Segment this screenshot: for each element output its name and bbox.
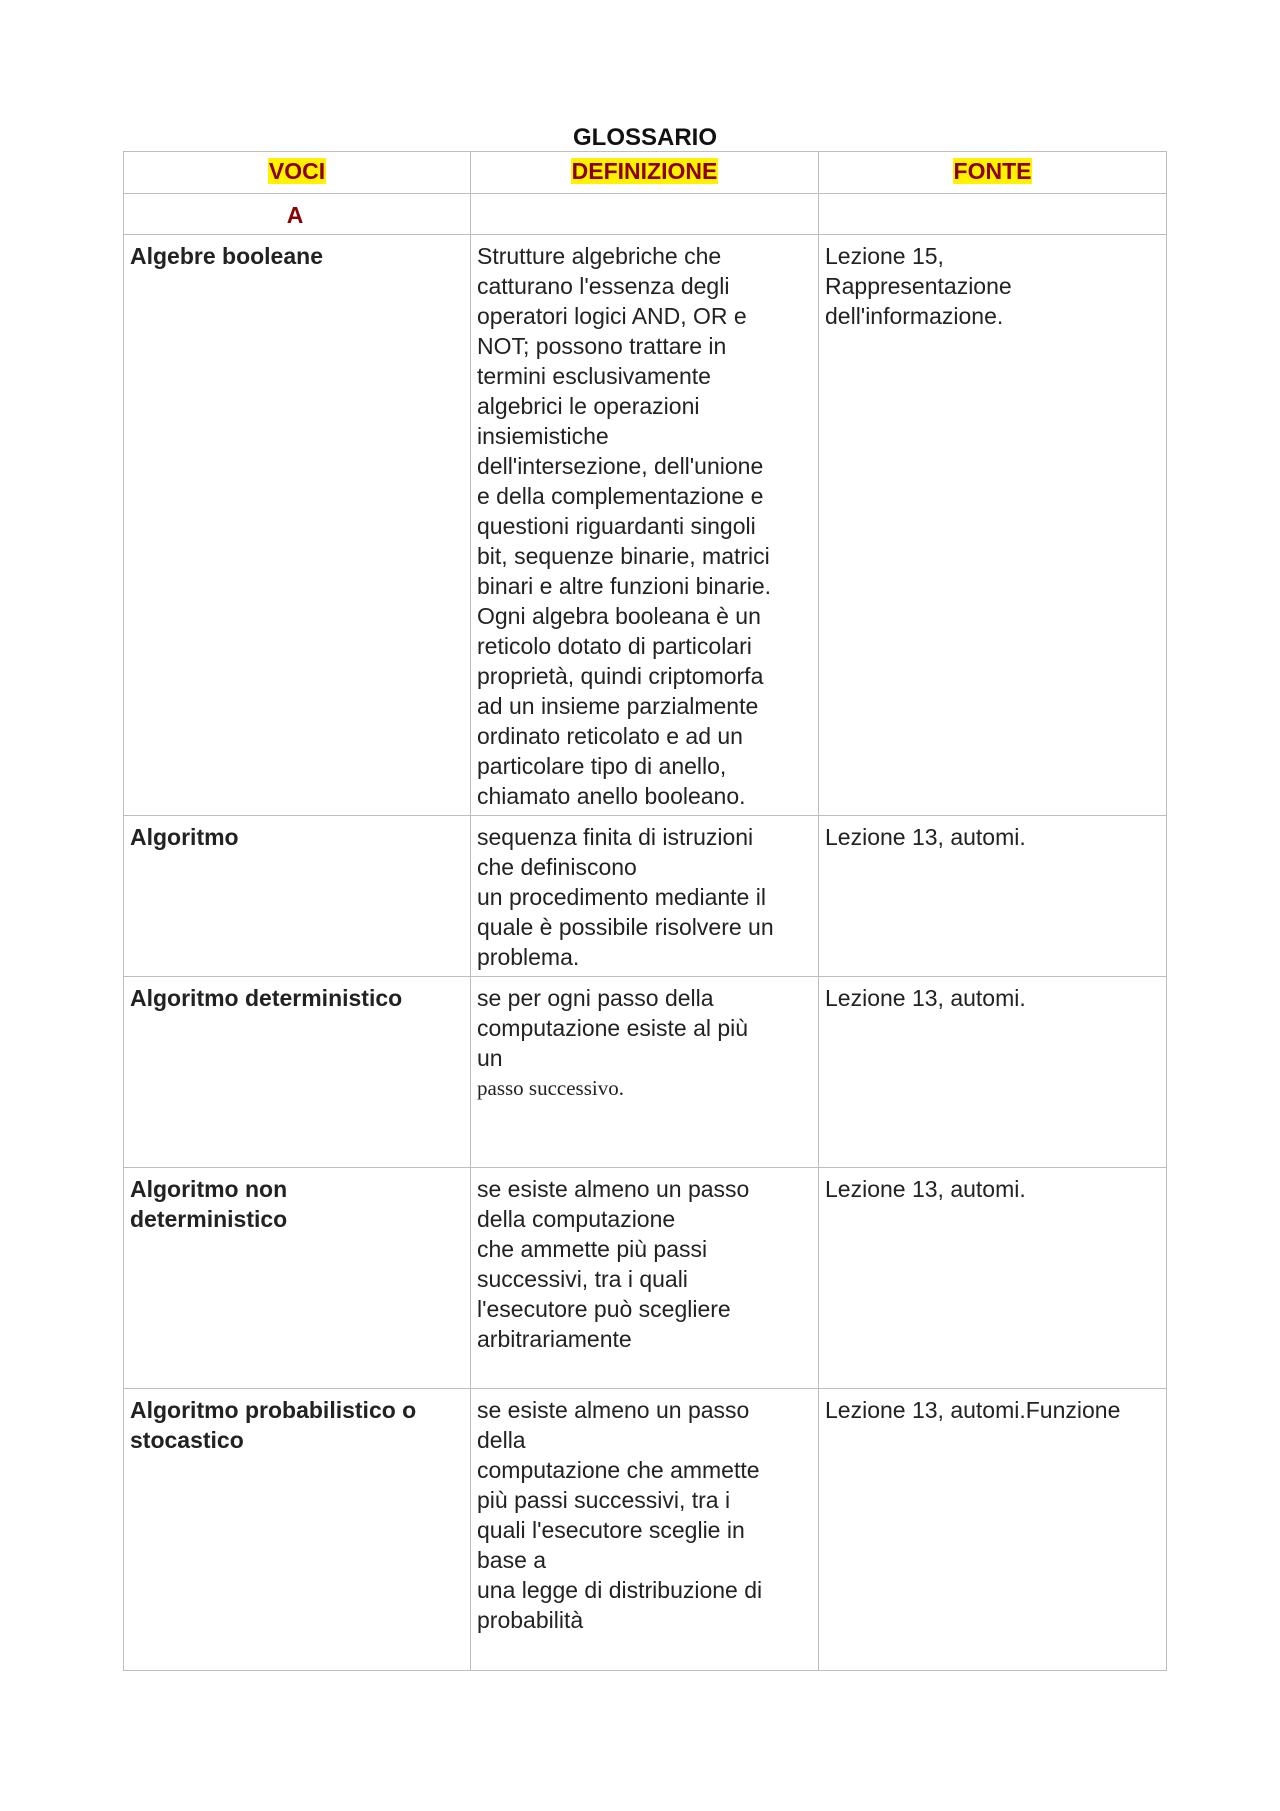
source-cell — [819, 235, 1167, 816]
term-cell — [124, 977, 471, 1168]
definition-line: algebrici le operazioni — [477, 393, 700, 419]
table-header-row — [124, 152, 1167, 194]
table-row — [124, 816, 1167, 977]
definition-line: binari e altre funzioni binarie. — [477, 573, 772, 599]
table-row — [124, 1168, 1167, 1389]
term-label: Algoritmo non — [130, 1176, 288, 1202]
definition-line: computazione che ammette — [477, 1457, 760, 1483]
definition-line: operatori logici AND, OR e — [477, 303, 747, 329]
definition-line: quali l'esecutore sceglie in — [477, 1517, 745, 1543]
definition-cell — [471, 1389, 819, 1671]
definition-line: Strutture algebriche che — [477, 243, 722, 269]
definition-line: dell'intersezione, dell'unione — [477, 453, 764, 479]
definition-line: un — [477, 1045, 503, 1071]
definition-line: più passi successivi, tra i — [477, 1487, 731, 1513]
definition-cell — [471, 1168, 819, 1389]
definition-line: e della complementazione e — [477, 483, 764, 509]
header-fonte — [819, 152, 1167, 194]
term-label: deterministico — [130, 1206, 288, 1232]
table-row — [124, 977, 1167, 1168]
section-letter-row — [124, 194, 1167, 235]
definition-line: l'esecutore può scegliere — [477, 1296, 731, 1322]
source-line: Lezione 13, automi.Funzione — [825, 1397, 1121, 1423]
header-definizione-label: DEFINIZIONE — [571, 158, 718, 184]
definition-line: una legge di distribuzione di — [477, 1577, 763, 1603]
definition-line: probabilità — [477, 1607, 584, 1633]
source-cell — [819, 977, 1167, 1168]
definition-line: se esiste almeno un passo — [477, 1176, 750, 1202]
source-cell — [819, 1168, 1167, 1389]
definition-cell — [471, 977, 819, 1168]
document-title: GLOSSARIO — [572, 124, 717, 151]
definition-line: particolare tipo di anello, — [477, 753, 727, 779]
definition-cell — [471, 235, 819, 816]
definition-line: ordinato reticolato e ad un — [477, 723, 743, 749]
term-label: Algoritmo — [130, 824, 239, 850]
definition-line: proprietà, quindi criptomorfa — [477, 663, 764, 689]
term-cell — [124, 235, 471, 816]
section-letter-cell — [124, 194, 471, 235]
definition-line: insiemistiche — [477, 423, 609, 449]
definition-line: che ammette più passi — [477, 1236, 708, 1262]
definition-line: che definiscono — [477, 854, 637, 880]
definition-line: NOT; possono trattare in — [477, 333, 727, 359]
header-definizione — [471, 152, 819, 194]
definition-line: passo successivo. — [477, 1076, 624, 1100]
definition-line: un procedimento mediante il — [477, 884, 766, 910]
definition-line: termini esclusivamente — [477, 363, 711, 389]
definition-line: successivi, tra i quali — [477, 1266, 688, 1292]
source-line: Lezione 13, automi. — [825, 824, 1026, 850]
term-cell — [124, 816, 471, 977]
table-row — [124, 1389, 1167, 1671]
glossary-table — [123, 151, 1167, 1671]
source-line: dell'informazione. — [825, 303, 1004, 329]
source-cell — [819, 816, 1167, 977]
definition-line: bit, sequenze binarie, matrici — [477, 543, 770, 569]
definition-line: sequenza finita di istruzioni — [477, 824, 754, 850]
term-cell — [124, 1389, 471, 1671]
definition-line: della — [477, 1427, 526, 1453]
term-label: Algebre booleane — [130, 243, 323, 269]
definition-line: chiamato anello booleano. — [477, 783, 746, 809]
definition-line: problema. — [477, 944, 580, 970]
definition-line: quale è possibile risolvere un — [477, 914, 774, 940]
term-cell — [124, 1168, 471, 1389]
definition-line: computazione esiste al più — [477, 1015, 749, 1041]
definition-line: Ogni algebra booleana è un — [477, 603, 761, 629]
definition-line: ad un insieme parzialmente — [477, 693, 759, 719]
term-label: Algoritmo probabilistico o — [130, 1397, 417, 1423]
definition-line: catturano l'essenza degli — [477, 273, 730, 299]
empty-cell — [471, 194, 819, 235]
source-cell — [819, 1389, 1167, 1671]
source-line: Lezione 13, automi. — [825, 1176, 1026, 1202]
definition-line: della computazione — [477, 1206, 676, 1232]
empty-cell — [819, 194, 1167, 235]
source-line: Lezione 15, — [825, 243, 944, 269]
header-fonte-label: FONTE — [953, 158, 1032, 184]
header-voci-label: VOCI — [268, 158, 326, 184]
definition-line: questioni riguardanti singoli — [477, 513, 756, 539]
term-label: Algoritmo deterministico — [130, 985, 403, 1011]
definition-line: arbitrariamente — [477, 1326, 632, 1352]
section-letter: A — [286, 202, 304, 228]
definition-line: reticolo dotato di particolari — [477, 633, 752, 659]
definition-line: se esiste almeno un passo — [477, 1397, 750, 1423]
source-line: Lezione 13, automi. — [825, 985, 1026, 1011]
header-voci — [124, 152, 471, 194]
source-line: Rappresentazione — [825, 273, 1012, 299]
definition-line: se per ogni passo della — [477, 985, 714, 1011]
term-label: stocastico — [130, 1427, 244, 1453]
definition-cell — [471, 816, 819, 977]
definition-line: base a — [477, 1547, 547, 1573]
table-row — [124, 235, 1167, 816]
